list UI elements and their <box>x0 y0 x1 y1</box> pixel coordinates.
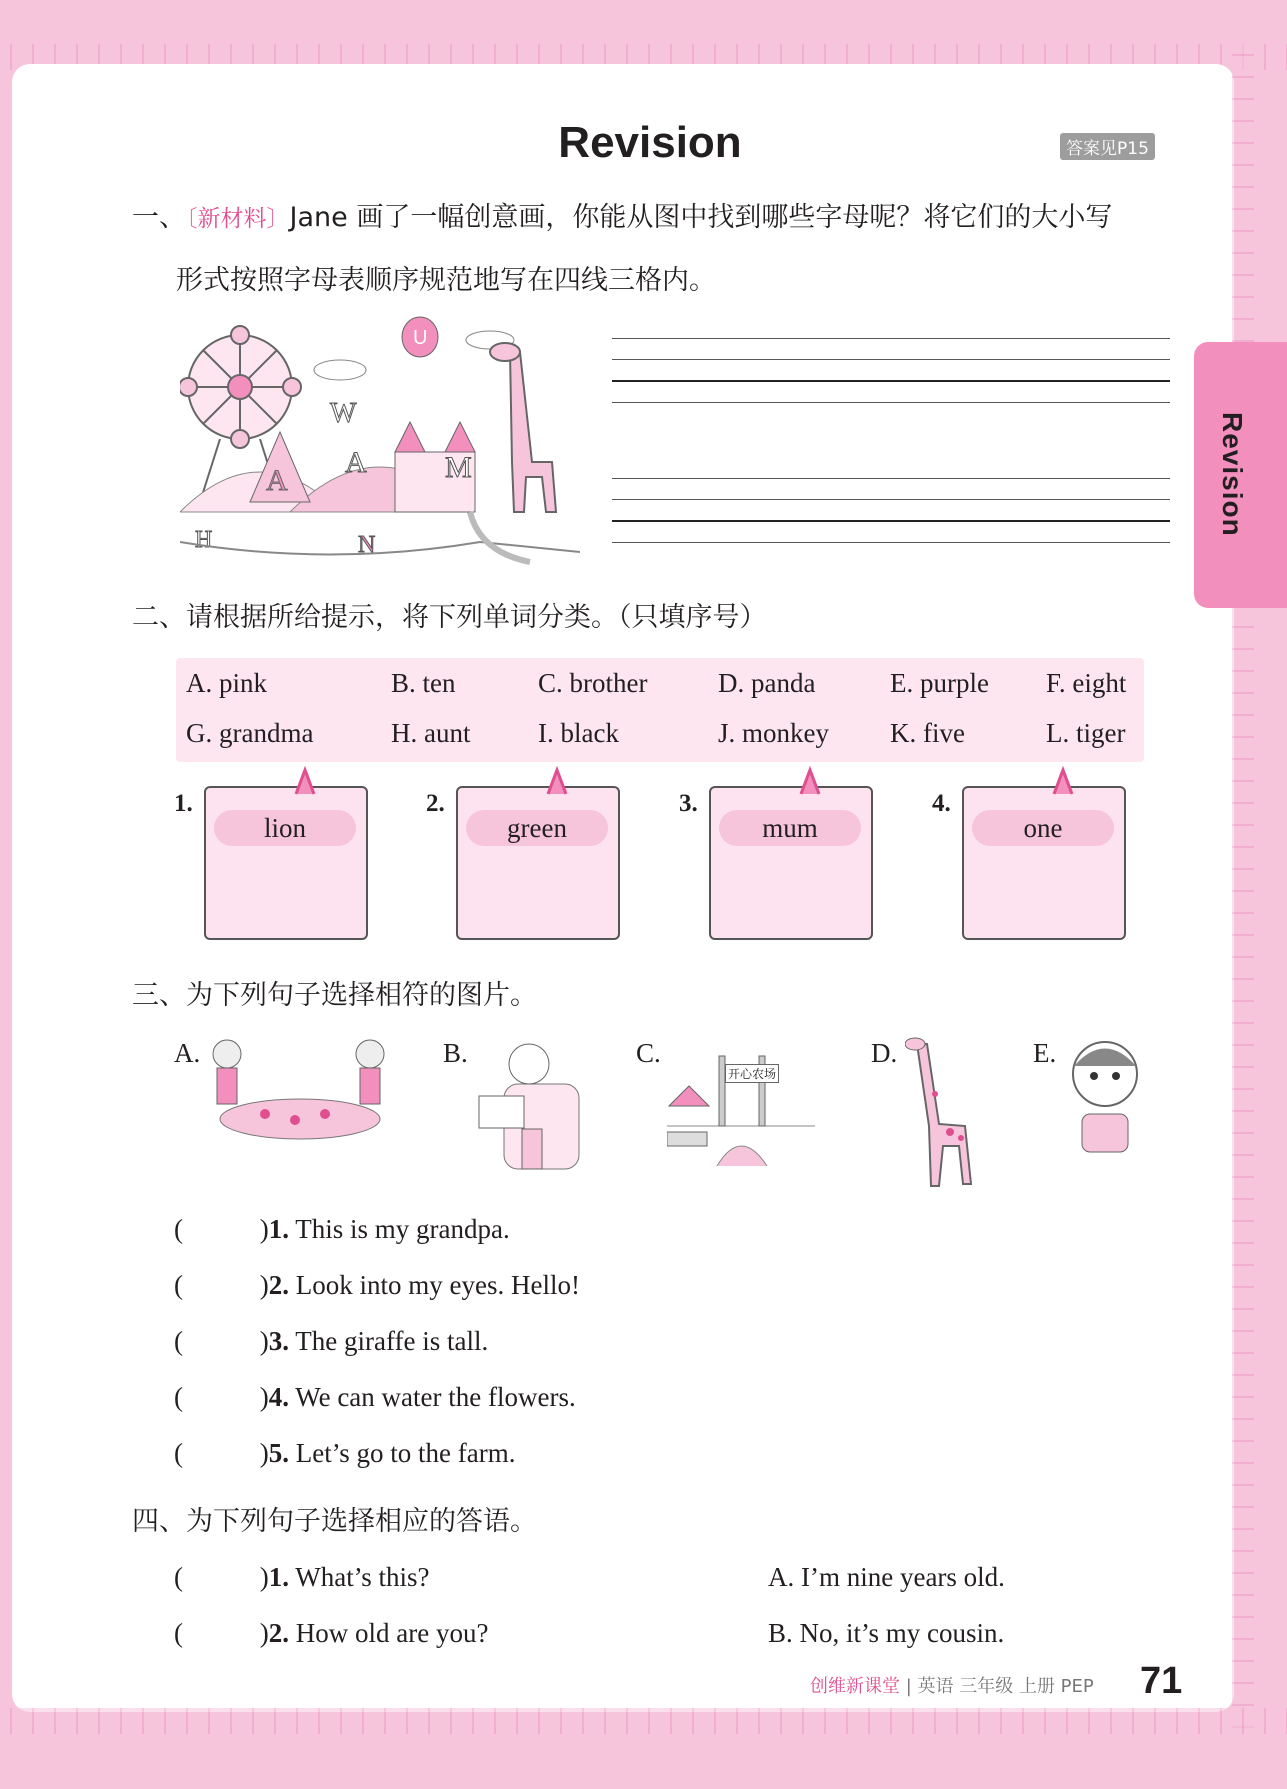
child-pointing-to-eyes-icon <box>1064 1036 1146 1166</box>
section2-heading: 二、请根据所给提示，将下列单词分类。（只填序号） <box>132 602 767 633</box>
side-tab-label: Revision <box>1217 412 1248 537</box>
word-option: L. tiger <box>1046 718 1126 748</box>
word-option: D. panda <box>718 668 816 698</box>
answer-option: B. No, it’s my cousin. <box>768 1618 1005 1648</box>
footer <box>810 1672 1094 1698</box>
decorative-border-right <box>1232 44 1254 1734</box>
card-number: 3. <box>679 790 698 817</box>
section1-heading <box>132 200 1112 237</box>
grandpa-reading-newspaper-icon <box>474 1034 584 1174</box>
question-item: ( )5. Let’s go to the farm. <box>174 1438 516 1468</box>
paper-clip-icon <box>292 766 318 796</box>
svg-text:N: N <box>358 532 376 558</box>
svg-text:U: U <box>413 327 428 349</box>
paper-clip-icon <box>1050 766 1076 796</box>
word-option: J. monkey <box>718 718 829 748</box>
page-title: Revision <box>558 118 742 167</box>
word-option: C. brother <box>538 668 648 698</box>
category-card-lion[interactable] <box>204 786 368 940</box>
section1-prefix: 一、 <box>132 202 186 233</box>
svg-text:A: A <box>345 446 367 479</box>
card-number: 2. <box>426 790 445 817</box>
card-label: lion <box>214 810 356 846</box>
category-card-mum[interactable] <box>709 786 873 940</box>
section1-line1: Jane 画了一幅创意画，你能从图中找到哪些字母呢？将它们的大小写 <box>289 202 1113 233</box>
question-item: ( )1. What’s this? <box>174 1562 430 1592</box>
picture-label: B. <box>443 1038 468 1068</box>
farm-sign: 开心农场 <box>725 1064 779 1083</box>
side-tab <box>1194 342 1287 608</box>
category-card-green[interactable] <box>456 786 620 940</box>
section3-heading: 三、为下列句子选择相符的图片。 <box>132 980 537 1011</box>
word-option: G. grandma <box>186 718 314 748</box>
svg-text:M: M <box>445 451 472 484</box>
card-label: one <box>972 810 1114 846</box>
picture-label: D. <box>871 1038 898 1068</box>
word-option: K. five <box>890 718 965 748</box>
section4-heading: 四、为下列句子选择相应的答语。 <box>132 1506 537 1537</box>
paper-clip-icon <box>797 766 823 796</box>
word-option: I. black <box>538 718 619 748</box>
question-item: ( )2. How old are you? <box>174 1618 489 1648</box>
question-item: ( )4. We can water the flowers. <box>174 1382 576 1412</box>
word-option: F. eight <box>1046 668 1127 698</box>
children-watering-flowers-icon <box>205 1034 390 1154</box>
svg-text:W: W <box>330 398 357 429</box>
word-option: B. ten <box>391 668 456 698</box>
card-number: 4. <box>932 790 951 817</box>
giraffe-icon <box>905 1034 985 1190</box>
picture-label: E. <box>1033 1038 1057 1068</box>
word-option: A. pink <box>186 668 267 698</box>
picture-label: C. <box>636 1038 661 1068</box>
paper-clip-icon <box>544 766 570 796</box>
question-item: ( )1. This is my grandpa. <box>174 1214 510 1244</box>
picture-label: A. <box>174 1038 201 1068</box>
word-option: E. purple <box>890 668 989 698</box>
card-label: green <box>466 810 608 846</box>
question-item: ( )3. The giraffe is tall. <box>174 1326 489 1356</box>
farm-gate-icon <box>667 1036 815 1166</box>
word-bank <box>176 658 1144 762</box>
writing-lines-2[interactable] <box>612 478 1170 563</box>
amusement-park-illustration-icon <box>180 312 580 567</box>
decorative-border-bottom <box>0 1708 1287 1734</box>
card-number: 1. <box>174 790 193 817</box>
footer-brand: 创维新课堂 <box>810 1676 900 1697</box>
page-number: 71 <box>1140 1660 1183 1702</box>
answer-option: A. I’m nine years old. <box>768 1562 1005 1592</box>
svg-text:A: A <box>266 464 288 497</box>
writing-lines-1[interactable] <box>612 338 1170 423</box>
svg-text:H: H <box>195 527 213 553</box>
card-label: mum <box>719 810 861 846</box>
word-option: H. aunt <box>391 718 471 748</box>
new-material-tag: 〔新材料〕 <box>186 206 290 232</box>
section1-line2: 形式按照字母表顺序规范地写在四线三格内。 <box>176 265 716 296</box>
footer-book-info: | 英语 三年级 上册 PEP <box>905 1676 1094 1697</box>
question-item: ( )2. Look into my eyes. Hello! <box>174 1270 580 1300</box>
answer-reference: 答案见P15 <box>1060 133 1155 160</box>
category-card-one[interactable] <box>962 786 1126 940</box>
